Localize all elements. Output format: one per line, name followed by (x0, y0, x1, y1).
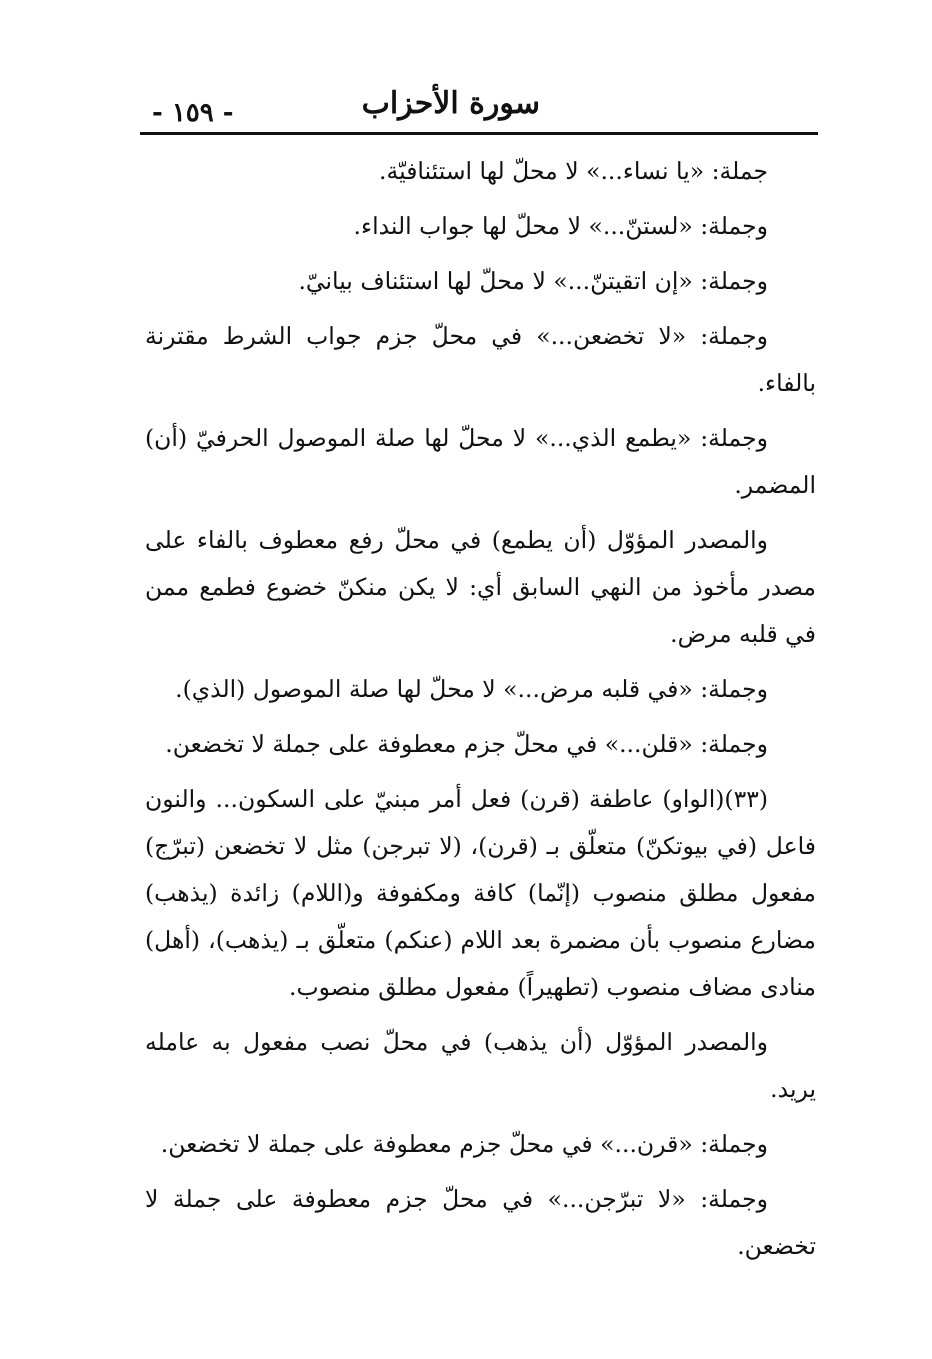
paragraph: جملة: «يا نساء...» لا محلّ لها استئنافيّة. (379, 157, 768, 185)
paragraph: وجملة: «قرن...» في محلّ جزم معطوفة على جملة لا تخضعن. (160, 1130, 768, 1158)
paragraph: وجملة: «قلن...» في محلّ جزم معطوفة على جملة لا تخضعن. (165, 730, 768, 758)
page-body (145, 148, 816, 1270)
surah-title: سورة الأحزاب (361, 86, 540, 121)
paragraph: وجملة: «يطمع الذي...» لا محلّ لها صلة الموصول الحرفيّ (أن) المضمر. (145, 424, 816, 499)
paragraph: وجملة: «لا تخضعن...» في محلّ جزم جواب الشرط مقترنة بالفاء. (145, 322, 816, 397)
paragraph: وجملة: «في قلبه مرض...» لا محلّ لها صلة الموصول (الذي). (175, 675, 768, 703)
paragraph: (٣٣)(الواو) عاطفة (قرن) فعل أمر مبنيّ على السكون... والنون فاعل (في بيوتكنّ) متعلّق بـ (قرن)، (لا تبرجن) مثل لا تخضعن (تبرّج) مفعول مطلق منصوب (إنّما) كافة ومكفوفة و(اللام) زائدة (يذهب) مضارع منصوب بأن مضمرة بعد اللام (عنكم) متعلّق بـ (يذهب)، (أهل) منادى مضاف منصوب (تطهيراً) مفعول مطلق منصوب. (145, 785, 816, 1001)
paragraph: وجملة: «إن اتقيتنّ...» لا محلّ لها استئناف بيانيّ. (298, 267, 768, 295)
paragraph: والمصدر المؤوّل (أن يذهب) في محلّ نصب مفعول به عامله يريد. (145, 1028, 816, 1103)
page-number: - ١٥٩ - (152, 98, 234, 128)
paragraph: وجملة: «لستنّ...» لا محلّ لها جواب النداء. (353, 212, 768, 240)
header-divider (140, 132, 818, 135)
paragraph: والمصدر المؤوّل (أن يطمع) في محلّ رفع معطوف بالفاء على مصدر مأخوذ من النهي السابق أي: لا يكن منكنّ خضوع فطمع ممن في قلبه مرض. (145, 526, 816, 648)
page-header (140, 78, 818, 134)
paragraph: وجملة: «لا تبرّجن...» في محلّ جزم معطوفة على جملة لا تخضعن. (145, 1185, 816, 1260)
